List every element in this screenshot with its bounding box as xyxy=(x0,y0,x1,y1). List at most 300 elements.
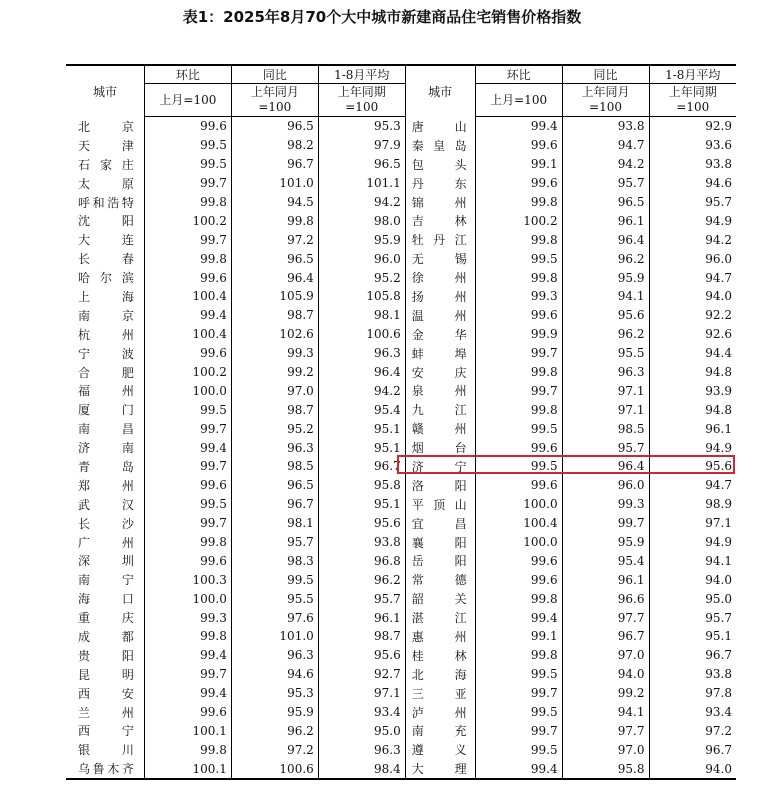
mom-value-cell: 100.4 xyxy=(144,287,231,306)
avg-value-cell: 96.7 xyxy=(649,646,736,665)
table-row xyxy=(66,193,736,212)
city-name-cell: 惠州 xyxy=(405,627,475,646)
yoy-value-cell: 96.6 xyxy=(562,589,649,608)
yoy-value-cell: 96.4 xyxy=(562,230,649,249)
avg-value-cell: 101.1 xyxy=(318,174,405,193)
city-name-cell: 南昌 xyxy=(78,422,134,437)
yoy-value-cell: 99.7 xyxy=(562,514,649,533)
mom-value-cell: 100.0 xyxy=(144,589,231,608)
mom-value-cell: 99.8 xyxy=(144,533,231,552)
mom-value-cell: 100.4 xyxy=(144,325,231,344)
city-name-cell: 锦州 xyxy=(405,193,475,212)
yoy-value-cell: 97.1 xyxy=(562,381,649,400)
city-name-cell: 兰州 xyxy=(78,705,134,720)
mom-value-cell: 99.7 xyxy=(475,684,562,703)
avg-value-cell: 95.6 xyxy=(318,646,405,665)
city-name-cell: 洛阳 xyxy=(405,476,475,495)
mom-value-cell: 99.8 xyxy=(475,589,562,608)
table-row xyxy=(66,759,736,779)
mom-value-cell: 99.3 xyxy=(475,287,562,306)
avg-value-cell: 92.7 xyxy=(318,665,405,684)
yoy-value-cell: 96.3 xyxy=(231,646,318,665)
city-name-cell: 襄阳 xyxy=(405,533,475,552)
yoy-value-cell: 95.7 xyxy=(562,438,649,457)
yoy-value-cell: 97.7 xyxy=(562,608,649,627)
avg-value-cell: 94.6 xyxy=(649,174,736,193)
yoy-value-cell: 97.0 xyxy=(562,646,649,665)
yoy-value-cell: 96.5 xyxy=(231,249,318,268)
city-name-cell: 贵阳 xyxy=(78,648,134,663)
avg-value-cell: 95.7 xyxy=(649,193,736,212)
avg-value-cell: 95.8 xyxy=(318,476,405,495)
yoy-value-cell: 95.5 xyxy=(562,344,649,363)
avg-value-cell: 92.2 xyxy=(649,306,736,325)
city-name-cell: 海口 xyxy=(78,592,134,607)
yoy-value-cell: 94.0 xyxy=(562,665,649,684)
mom-value-cell: 99.7 xyxy=(144,665,231,684)
table-row xyxy=(66,344,736,363)
mom-value-cell: 99.4 xyxy=(144,438,231,457)
yoy-value-cell: 98.3 xyxy=(231,551,318,570)
mom-value-cell: 99.8 xyxy=(475,363,562,382)
avg-value-cell: 97.2 xyxy=(649,722,736,741)
avg-value-cell: 93.8 xyxy=(649,155,736,174)
city-name-cell: 重庆 xyxy=(78,611,134,626)
city-name-cell: 安庆 xyxy=(405,363,475,382)
yoy-value-cell: 96.7 xyxy=(231,155,318,174)
yoy-value-cell: 96.7 xyxy=(562,627,649,646)
avg-value-cell: 95.1 xyxy=(318,419,405,438)
mom-value-cell: 99.7 xyxy=(475,344,562,363)
mom-value-cell: 100.0 xyxy=(475,533,562,552)
avg-value-cell: 98.0 xyxy=(318,211,405,230)
mom-column-header: 环比 xyxy=(144,65,231,84)
city-name-cell: 武汉 xyxy=(78,497,134,512)
mom-value-cell: 99.7 xyxy=(475,722,562,741)
table-row xyxy=(66,646,736,665)
mom-column-header-right: 环比 xyxy=(475,65,562,84)
city-name-cell: 济南 xyxy=(78,441,134,456)
city-name-cell: 乌鲁木齐 xyxy=(66,759,144,779)
mom-value-cell: 99.6 xyxy=(475,476,562,495)
avg-base-label: 上年同期 =100 xyxy=(318,84,405,117)
mom-value-cell: 99.6 xyxy=(144,268,231,287)
avg-value-cell: 92.6 xyxy=(649,325,736,344)
table-row xyxy=(66,230,736,249)
mom-value-cell: 99.6 xyxy=(475,438,562,457)
mom-value-cell: 99.4 xyxy=(475,117,562,136)
avg-value-cell: 98.7 xyxy=(318,627,405,646)
avg-value-cell: 95.4 xyxy=(318,400,405,419)
table-row xyxy=(66,627,736,646)
avg-value-cell: 96.0 xyxy=(649,249,736,268)
table-row xyxy=(66,703,736,722)
table-row xyxy=(66,363,736,382)
table-row xyxy=(66,381,736,400)
city-name-cell: 蚌埠 xyxy=(405,344,475,363)
yoy-value-cell: 95.3 xyxy=(231,684,318,703)
yoy-value-cell: 96.3 xyxy=(231,438,318,457)
city-name-cell: 济宁 xyxy=(405,457,475,476)
mom-value-cell: 99.7 xyxy=(144,457,231,476)
yoy-value-cell: 99.5 xyxy=(231,570,318,589)
mom-value-cell: 99.8 xyxy=(475,230,562,249)
avg-value-cell: 100.6 xyxy=(318,325,405,344)
avg-value-cell: 97.8 xyxy=(649,684,736,703)
mom-value-cell: 99.6 xyxy=(475,174,562,193)
avg-value-cell: 95.2 xyxy=(318,268,405,287)
avg-value-cell: 93.4 xyxy=(649,703,736,722)
city-name-cell: 大连 xyxy=(78,233,134,248)
avg-value-cell: 95.1 xyxy=(318,438,405,457)
mom-value-cell: 99.5 xyxy=(144,155,231,174)
mom-value-cell: 99.4 xyxy=(144,646,231,665)
yoy-value-cell: 94.5 xyxy=(231,193,318,212)
table-row xyxy=(66,665,736,684)
yoy-value-cell: 97.1 xyxy=(562,400,649,419)
table-row xyxy=(66,533,736,552)
city-name-cell: 上海 xyxy=(78,289,134,304)
city-name-cell: 呼和浩特 xyxy=(78,195,134,210)
city-name-cell: 三亚 xyxy=(405,684,475,703)
yoy-value-cell: 96.2 xyxy=(562,249,649,268)
avg-value-cell: 97.1 xyxy=(318,684,405,703)
yoy-value-cell: 97.0 xyxy=(562,740,649,759)
yoy-value-cell: 97.6 xyxy=(231,608,318,627)
table-row xyxy=(66,495,736,514)
table-row xyxy=(66,419,736,438)
yoy-value-cell: 96.5 xyxy=(231,117,318,136)
avg-value-cell: 93.8 xyxy=(649,665,736,684)
yoy-value-cell: 96.0 xyxy=(562,476,649,495)
avg-value-cell: 96.0 xyxy=(318,249,405,268)
yoy-value-cell: 96.5 xyxy=(562,193,649,212)
mom-value-cell: 100.4 xyxy=(475,514,562,533)
city-name-cell: 石家庄 xyxy=(78,157,134,172)
yoy-base-label: 上年同月 =100 xyxy=(231,84,318,117)
mom-value-cell: 99.5 xyxy=(475,665,562,684)
avg-value-cell: 96.7 xyxy=(649,740,736,759)
mom-value-cell: 99.6 xyxy=(144,703,231,722)
mom-value-cell: 100.2 xyxy=(475,211,562,230)
avg-value-cell: 94.8 xyxy=(649,363,736,382)
table-row xyxy=(66,211,736,230)
avg-value-cell: 93.6 xyxy=(649,136,736,155)
avg-value-cell: 96.8 xyxy=(318,551,405,570)
city-name-cell: 常德 xyxy=(405,570,475,589)
yoy-value-cell: 99.2 xyxy=(562,684,649,703)
mom-value-cell: 99.1 xyxy=(475,627,562,646)
avg-value-cell: 95.6 xyxy=(318,514,405,533)
mom-value-cell: 99.6 xyxy=(475,306,562,325)
yoy-value-cell: 99.3 xyxy=(562,495,649,514)
mom-value-cell: 99.5 xyxy=(144,136,231,155)
mom-value-cell: 99.6 xyxy=(475,551,562,570)
yoy-value-cell: 93.8 xyxy=(562,117,649,136)
table-row xyxy=(66,287,736,306)
city-name-cell: 西安 xyxy=(78,686,134,701)
avg-value-cell: 94.7 xyxy=(649,268,736,287)
avg-value-cell: 105.8 xyxy=(318,287,405,306)
avg-value-cell: 96.7 xyxy=(318,457,405,476)
avg-value-cell: 94.9 xyxy=(649,438,736,457)
mom-value-cell: 99.8 xyxy=(475,400,562,419)
city-name-cell: 丹东 xyxy=(405,174,475,193)
mom-value-cell: 100.0 xyxy=(475,495,562,514)
city-name-cell: 牡丹江 xyxy=(405,230,475,249)
price-index-table xyxy=(66,64,736,780)
avg-value-cell: 95.1 xyxy=(649,627,736,646)
city-name-cell: 秦皇岛 xyxy=(405,136,475,155)
mom-value-cell: 99.6 xyxy=(475,136,562,155)
mom-value-cell: 100.0 xyxy=(144,381,231,400)
table-row xyxy=(66,136,736,155)
mom-value-cell: 100.2 xyxy=(144,363,231,382)
mom-value-cell: 99.8 xyxy=(475,268,562,287)
mom-value-cell: 99.7 xyxy=(475,381,562,400)
city-name-cell: 九江 xyxy=(405,400,475,419)
avg-value-cell: 98.4 xyxy=(318,759,405,779)
city-name-cell: 无锡 xyxy=(405,249,475,268)
mom-value-cell: 99.5 xyxy=(144,400,231,419)
city-name-cell: 西宁 xyxy=(78,724,134,739)
avg-value-cell: 96.1 xyxy=(649,419,736,438)
mom-value-cell: 99.6 xyxy=(475,570,562,589)
city-name-cell: 青岛 xyxy=(78,459,134,474)
table-row xyxy=(66,551,736,570)
yoy-value-cell: 98.7 xyxy=(231,400,318,419)
avg-value-cell: 94.7 xyxy=(649,476,736,495)
avg-value-cell: 94.8 xyxy=(649,400,736,419)
city-name-cell: 昆明 xyxy=(78,667,134,682)
yoy-value-cell: 97.2 xyxy=(231,230,318,249)
table-row xyxy=(66,722,736,741)
yoy-value-cell: 96.1 xyxy=(562,211,649,230)
yoy-value-cell: 98.1 xyxy=(231,514,318,533)
table-row xyxy=(66,514,736,533)
avg-value-cell: 94.2 xyxy=(318,381,405,400)
table-row xyxy=(66,174,736,193)
city-name-cell: 宜昌 xyxy=(405,514,475,533)
city-name-cell: 韶关 xyxy=(405,589,475,608)
table-row xyxy=(66,249,736,268)
yoy-value-cell: 94.2 xyxy=(562,155,649,174)
city-column-header-right: 城市 xyxy=(405,65,475,117)
yoy-value-cell: 96.2 xyxy=(562,325,649,344)
mom-value-cell: 99.5 xyxy=(144,495,231,514)
avg-value-cell: 96.5 xyxy=(318,155,405,174)
table-row xyxy=(66,155,736,174)
avg-value-cell: 92.9 xyxy=(649,117,736,136)
mom-value-cell: 99.7 xyxy=(144,419,231,438)
yoy-base-label-right: 上年同月 =100 xyxy=(562,84,649,117)
avg-value-cell: 94.4 xyxy=(649,344,736,363)
city-name-cell: 包头 xyxy=(405,155,475,174)
city-name-cell: 厦门 xyxy=(78,403,134,418)
city-name-cell: 福州 xyxy=(78,384,134,399)
mom-value-cell: 99.8 xyxy=(475,646,562,665)
table-row xyxy=(66,608,736,627)
city-name-cell: 深圳 xyxy=(78,554,134,569)
yoy-value-cell: 97.0 xyxy=(231,381,318,400)
yoy-value-cell: 94.1 xyxy=(562,287,649,306)
yoy-value-cell: 96.4 xyxy=(231,268,318,287)
city-name-cell: 唐山 xyxy=(405,117,475,136)
mom-value-cell: 99.3 xyxy=(144,608,231,627)
avg-column-header-right: 1-8月平均 xyxy=(649,65,736,84)
city-name-cell: 湛江 xyxy=(405,608,475,627)
yoy-value-cell: 95.4 xyxy=(562,551,649,570)
city-name-cell: 北海 xyxy=(405,665,475,684)
table-row xyxy=(66,684,736,703)
yoy-value-cell: 99.2 xyxy=(231,363,318,382)
avg-value-cell: 96.3 xyxy=(318,344,405,363)
city-name-cell: 烟台 xyxy=(405,438,475,457)
mom-value-cell: 99.8 xyxy=(144,627,231,646)
city-name-cell: 平顶山 xyxy=(405,495,475,514)
avg-value-cell: 96.1 xyxy=(318,608,405,627)
city-name-cell: 广州 xyxy=(78,535,134,550)
city-name-cell: 遵义 xyxy=(405,740,475,759)
city-name-cell: 南宁 xyxy=(78,573,134,588)
avg-value-cell: 93.9 xyxy=(649,381,736,400)
yoy-value-cell: 94.6 xyxy=(231,665,318,684)
avg-value-cell: 95.1 xyxy=(318,495,405,514)
mom-value-cell: 99.8 xyxy=(475,193,562,212)
yoy-value-cell: 105.9 xyxy=(231,287,318,306)
avg-column-header: 1-8月平均 xyxy=(318,65,405,84)
city-name-cell: 泉州 xyxy=(405,381,475,400)
mom-value-cell: 99.6 xyxy=(144,344,231,363)
avg-value-cell: 94.0 xyxy=(649,759,736,779)
yoy-value-cell: 96.5 xyxy=(231,476,318,495)
mom-value-cell: 99.5 xyxy=(475,740,562,759)
city-name-cell: 金华 xyxy=(405,325,475,344)
table-row xyxy=(66,325,736,344)
yoy-value-cell: 95.9 xyxy=(562,533,649,552)
mom-value-cell: 99.5 xyxy=(475,703,562,722)
city-name-cell: 长春 xyxy=(78,252,134,267)
highlight-box-jining xyxy=(397,455,735,474)
mom-value-cell: 99.1 xyxy=(475,155,562,174)
yoy-value-cell: 94.7 xyxy=(562,136,649,155)
mom-value-cell: 99.6 xyxy=(144,551,231,570)
mom-value-cell: 99.4 xyxy=(475,759,562,779)
yoy-value-cell: 98.2 xyxy=(231,136,318,155)
yoy-value-cell: 96.4 xyxy=(562,457,649,476)
mom-value-cell: 99.7 xyxy=(144,174,231,193)
mom-value-cell: 99.9 xyxy=(475,325,562,344)
city-name-cell: 杭州 xyxy=(78,327,134,342)
mom-value-cell: 99.4 xyxy=(144,306,231,325)
city-name-cell: 长沙 xyxy=(78,516,134,531)
mom-value-cell: 99.8 xyxy=(144,249,231,268)
mom-value-cell: 100.1 xyxy=(144,722,231,741)
avg-value-cell: 94.2 xyxy=(649,230,736,249)
table-row xyxy=(66,117,736,136)
mom-value-cell: 99.5 xyxy=(475,419,562,438)
table-row xyxy=(66,268,736,287)
mom-value-cell: 100.2 xyxy=(144,211,231,230)
yoy-value-cell: 94.1 xyxy=(562,703,649,722)
yoy-column-header: 同比 xyxy=(231,65,318,84)
mom-base-label-right: 上月=100 xyxy=(475,84,562,117)
city-name-cell: 大理 xyxy=(405,759,475,779)
yoy-value-cell: 95.9 xyxy=(562,268,649,287)
city-name-cell: 吉林 xyxy=(405,211,475,230)
avg-value-cell: 96.3 xyxy=(318,740,405,759)
avg-value-cell: 95.3 xyxy=(318,117,405,136)
mom-base-label: 上月=100 xyxy=(144,84,231,117)
city-column-header: 城市 xyxy=(66,65,144,117)
avg-value-cell: 94.2 xyxy=(318,193,405,212)
city-name-cell: 泸州 xyxy=(405,703,475,722)
table-row xyxy=(66,306,736,325)
yoy-value-cell: 99.3 xyxy=(231,344,318,363)
mom-value-cell: 99.8 xyxy=(144,740,231,759)
avg-value-cell: 94.1 xyxy=(649,551,736,570)
mom-value-cell: 100.3 xyxy=(144,570,231,589)
avg-value-cell: 94.9 xyxy=(649,211,736,230)
avg-value-cell: 93.8 xyxy=(318,533,405,552)
city-name-cell: 太原 xyxy=(78,176,134,191)
city-name-cell: 温州 xyxy=(405,306,475,325)
yoy-value-cell: 100.6 xyxy=(231,759,318,779)
yoy-value-cell: 101.0 xyxy=(231,627,318,646)
yoy-value-cell: 95.8 xyxy=(562,759,649,779)
avg-value-cell: 95.9 xyxy=(318,230,405,249)
mom-value-cell: 99.6 xyxy=(144,117,231,136)
city-name-cell: 北京 xyxy=(78,119,134,134)
mom-value-cell: 100.1 xyxy=(144,759,231,779)
city-name-cell: 郑州 xyxy=(78,478,134,493)
city-name-cell: 桂林 xyxy=(405,646,475,665)
yoy-value-cell: 98.5 xyxy=(562,419,649,438)
yoy-value-cell: 102.6 xyxy=(231,325,318,344)
avg-value-cell: 94.9 xyxy=(649,533,736,552)
avg-value-cell: 93.4 xyxy=(318,703,405,722)
avg-value-cell: 96.2 xyxy=(318,570,405,589)
city-name-cell: 银川 xyxy=(78,743,134,758)
table-row xyxy=(66,589,736,608)
table-row xyxy=(66,570,736,589)
yoy-value-cell: 96.3 xyxy=(562,363,649,382)
avg-value-cell: 96.4 xyxy=(318,363,405,382)
avg-value-cell: 94.0 xyxy=(649,570,736,589)
mom-value-cell: 99.4 xyxy=(475,608,562,627)
avg-value-cell: 95.0 xyxy=(649,589,736,608)
mom-value-cell: 99.7 xyxy=(144,514,231,533)
yoy-column-header-right: 同比 xyxy=(562,65,649,84)
yoy-value-cell: 96.1 xyxy=(562,570,649,589)
mom-value-cell: 99.4 xyxy=(144,684,231,703)
avg-value-cell: 95.7 xyxy=(649,608,736,627)
avg-value-cell: 98.1 xyxy=(318,306,405,325)
city-name-cell: 合肥 xyxy=(78,365,134,380)
avg-value-cell: 95.6 xyxy=(649,457,736,476)
avg-value-cell: 95.0 xyxy=(318,722,405,741)
yoy-value-cell: 95.5 xyxy=(231,589,318,608)
yoy-value-cell: 96.2 xyxy=(231,722,318,741)
city-name-cell: 南京 xyxy=(78,308,134,323)
avg-value-cell: 97.1 xyxy=(649,514,736,533)
yoy-value-cell: 98.7 xyxy=(231,306,318,325)
city-name-cell: 沈阳 xyxy=(78,214,134,229)
yoy-value-cell: 101.0 xyxy=(231,174,318,193)
yoy-value-cell: 95.2 xyxy=(231,419,318,438)
avg-value-cell: 95.7 xyxy=(318,589,405,608)
yoy-value-cell: 95.6 xyxy=(562,306,649,325)
